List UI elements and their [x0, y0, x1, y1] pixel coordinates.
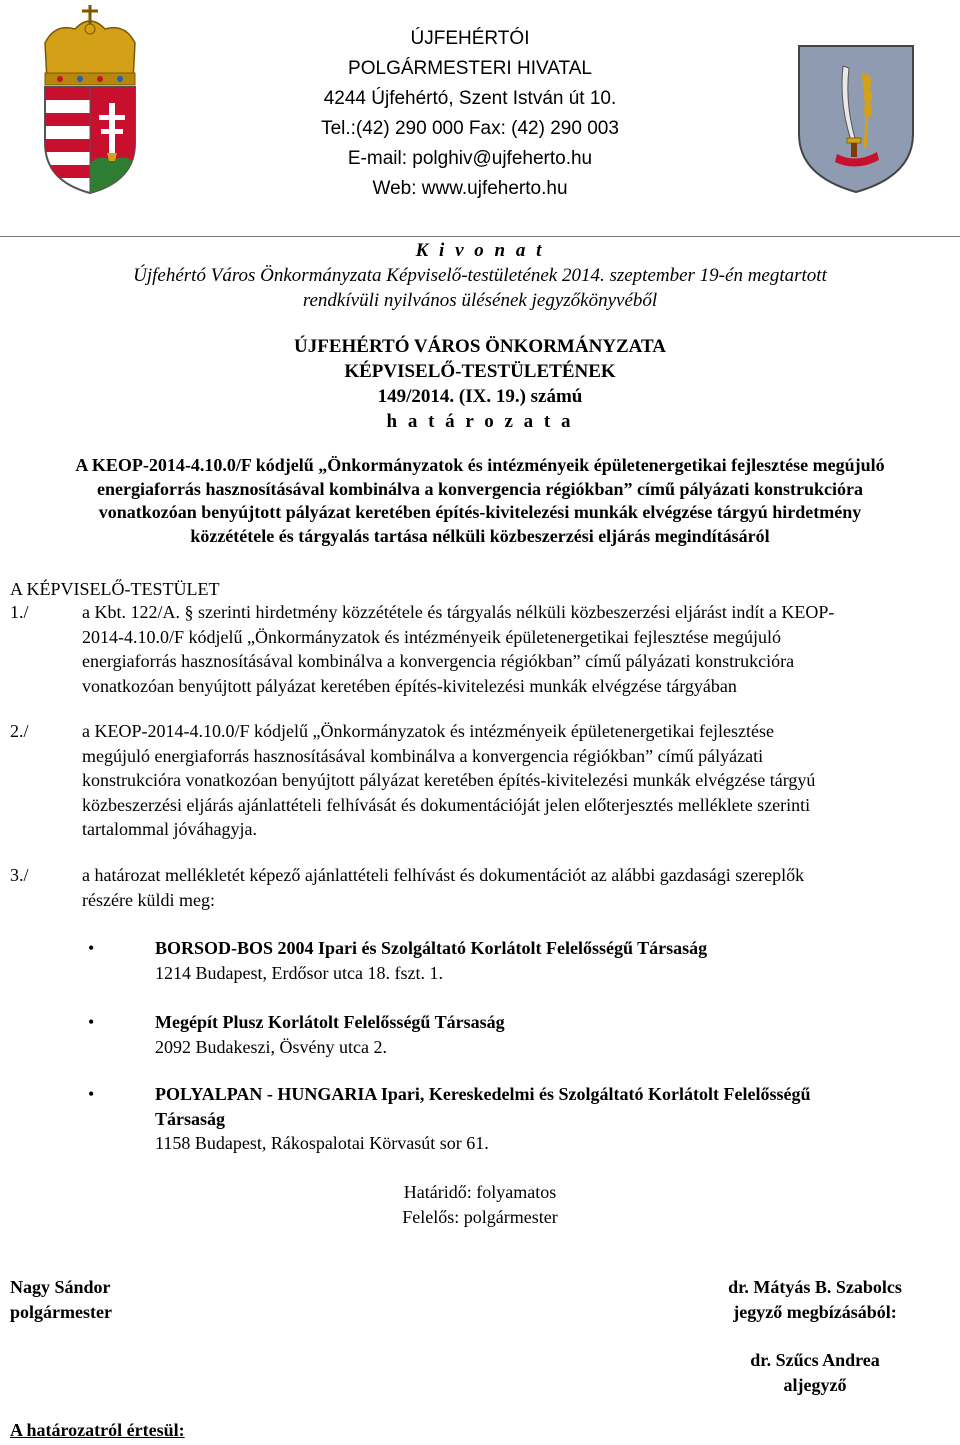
bullet-icon: • [88, 1084, 95, 1104]
party-3-address: 1158 Budapest, Rákospalotai Körvasút sor 61. [155, 1133, 489, 1153]
signature-notary [690, 1275, 940, 1324]
notification-heading: A határozatról értesül: [10, 1420, 185, 1440]
extract-line2: rendkívüli nyilvános ülésének jegyzőkönyvéből [302, 290, 658, 311]
office-web: Web: www.ujfeherto.hu [372, 178, 568, 199]
party-2 [155, 1010, 955, 1059]
extract-block [0, 238, 960, 313]
office-phone-fax: Tel.:(42) 290 000 Fax: (42) 290 003 [321, 118, 619, 139]
party-1-name: BORSOD-BOS 2004 Ipari és Szolgáltató Korlátolt Felelősségű Társaság [155, 938, 708, 958]
item-1-line: 2014-4.10.0/F kódjelű „Önkormányzatok és intézményeik épületenergetikai fejlesztése megújuló [82, 626, 781, 647]
deadline-block [0, 1180, 960, 1229]
office-name-line2: POLGÁRMESTERI HIVATAL [348, 58, 592, 79]
resolution-word: h a t á r o z a t a [386, 411, 574, 432]
subject-line4: közzététele és tárgyalás tartása nélküli közbeszerzési eljárás megindításáról [190, 525, 770, 546]
resolution-subject [10, 454, 950, 548]
extract-title: K i v o n a t [415, 240, 545, 261]
party-2-name: Megépít Plusz Korlátolt Felelősségű Társaság [155, 1012, 505, 1032]
item-2-text [82, 719, 952, 842]
item-1-text [82, 625, 952, 699]
bullet-icon: • [88, 1012, 95, 1032]
subject-line3: vonatkozóan benyújtott pályázat keretében építés-kivitelezési munkák elvégzése tárgyú hirdetmény [98, 502, 862, 522]
item-1-line: vonatkozóan benyújtott pályázat keretében építés-kivitelezési munkák elvégzése tárgyában [82, 675, 737, 696]
office-name-line1: ÚJFEHÉRTÓI [410, 28, 530, 49]
item-2-number: 2./ [10, 721, 29, 741]
subject-line2: energiaforrás hasznosításával kombinálva a konvergencia régiókban” című pályázati konstrukcióra [96, 478, 863, 499]
bullet-icon: • [88, 938, 95, 958]
mayor-title: polgármester [10, 1301, 112, 1322]
party-3-name-line2: Társaság [155, 1108, 226, 1129]
party-1-address: 1214 Budapest, Erdősor utca 18. fszt. 1. [155, 962, 443, 983]
deputy-notary-title: aljegyző [783, 1374, 847, 1395]
mayor-name: Nagy Sándor [10, 1277, 111, 1297]
deadline: Határidő: folyamatos [403, 1182, 557, 1202]
item-2-line: konstrukcióra vonatkozóan benyújtott pályázat keretében építés-kivitelezési munkák elvégzése tárgyú [82, 770, 816, 790]
item-3-line: részére küldi meg: [82, 889, 215, 910]
item-3-number: 3./ [10, 865, 29, 885]
notary-name: dr. Mátyás B. Szabolcs [728, 1277, 902, 1297]
resolution-line2: KÉPVISELŐ-TESTÜLETÉNEK [344, 361, 616, 382]
office-email: E-mail: polghiv@ujfeherto.hu [347, 148, 593, 169]
deputy-notary-name: dr. Szűcs Andrea [750, 1350, 880, 1370]
resolution-heading [0, 334, 960, 434]
signature-mayor [10, 1275, 112, 1324]
signature-deputy-notary [690, 1348, 940, 1397]
subject-line1: A KEOP-2014-4.10.0/F kódjelű „Önkormányzatok és intézményeik épületenergetikai fejlesztése megújuló [75, 455, 885, 475]
item-3-text [82, 863, 952, 912]
item-1-number: 1./ [10, 602, 29, 622]
party-1 [155, 936, 955, 985]
office-address: 4244 Újfehértó, Szent István út 10. [323, 88, 617, 109]
item-2-line: tartalommal jóváhagyja. [82, 819, 257, 839]
resolution-line1: ÚJFEHÉRTÓ VÁROS ÖNKORMÁNYZATA [294, 336, 666, 357]
office-header [310, 24, 630, 204]
body-heading: A KÉPVISELŐ-TESTÜLET [10, 579, 220, 599]
resolution-number: 149/2014. (IX. 19.) számú [377, 386, 583, 407]
party-3 [155, 1082, 955, 1156]
item-1-first-line: a Kbt. 122/A. § szerinti hirdetmény közzététele és tárgyalás nélküli közbeszerzési eljárást indít a KEOP- [82, 602, 835, 622]
ujfeherto-coat-of-arms [797, 44, 915, 194]
notary-title: jegyző megbízásából: [733, 1301, 897, 1322]
party-2-address: 2092 Budakeszi, Ösvény utca 2. [155, 1036, 387, 1057]
item-2-line: megújuló energiaforrás hasznosításával kombinálva a konvergencia régiókban” című pályázati [82, 745, 764, 766]
item-1-line: energiaforrás hasznosításával kombinálva a konvergencia régiókban” című pályázati konstrukcióra [82, 651, 795, 671]
extract-line1: Újfehértó Város Önkormányzata Képviselő-testületének 2014. szeptember 19-én megtartott [133, 265, 827, 286]
item-2-line: közbeszerzési eljárás ajánlattételi felhívását és dokumentációját jelen előterjesztés melléklete szerinti [82, 794, 811, 815]
item-3-line: a határozat mellékletét képező ajánlattételi felhívást és dokumentációt az alábbi gazdasági szereplők [82, 865, 805, 885]
responsible: Felelős: polgármester [402, 1206, 558, 1227]
hungary-coat-of-arms [35, 3, 145, 195]
party-3-name-line1: POLYALPAN - HUNGARIA Ipari, Kereskedelmi és Szolgáltató Korlátolt Felelősségű [155, 1084, 811, 1104]
header-divider [0, 236, 960, 237]
item-2-line: a KEOP-2014-4.10.0/F kódjelű „Önkormányzatok és intézményeik épületenergetikai fejlesztése [82, 721, 774, 741]
